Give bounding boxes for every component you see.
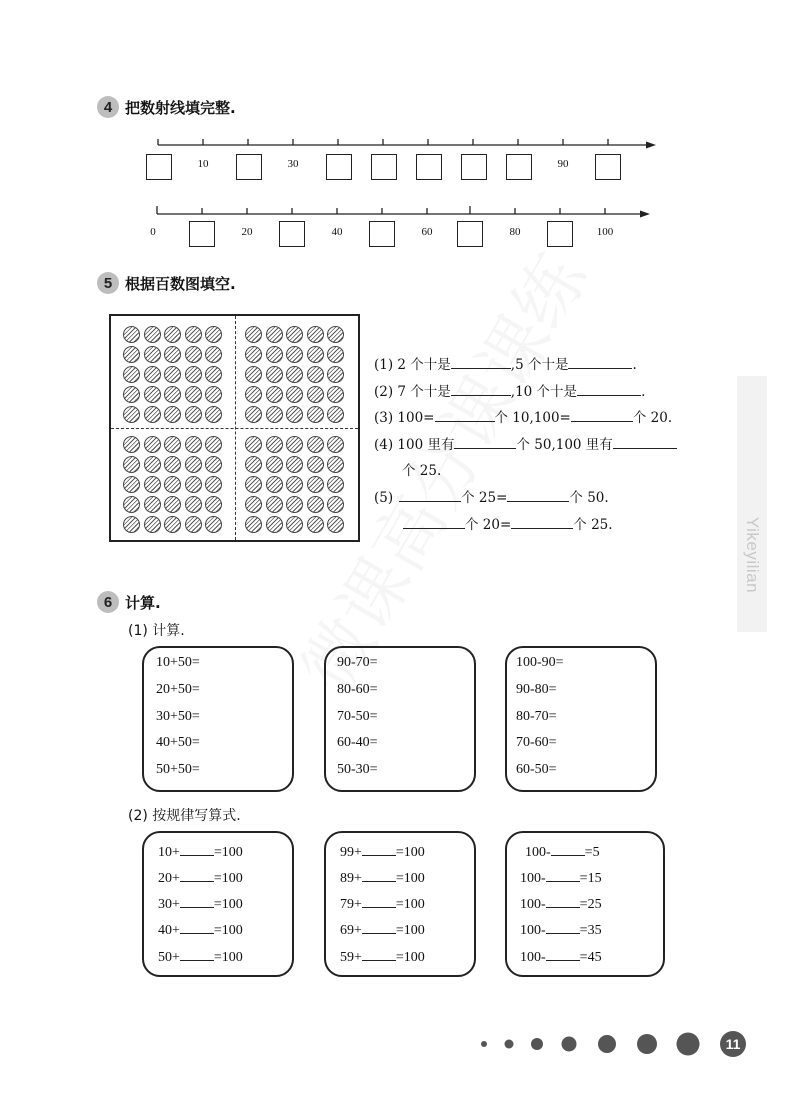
calc-item: 10+50= bbox=[156, 655, 200, 670]
decorative-dot bbox=[598, 1035, 616, 1053]
calc-item: 60-40= bbox=[337, 735, 378, 750]
hundred-chart-circle bbox=[327, 436, 344, 453]
hundred-chart-circle bbox=[327, 476, 344, 493]
hundred-chart-circle bbox=[123, 496, 140, 513]
decorative-dot bbox=[481, 1041, 487, 1047]
pattern-item: 10+ =100 bbox=[158, 842, 243, 861]
pattern-item: 69+ =100 bbox=[340, 920, 425, 939]
hundred-chart-circle bbox=[185, 496, 202, 513]
hundred-chart-circle bbox=[164, 366, 181, 383]
section-4-title: 把数射线填完整. bbox=[125, 98, 236, 117]
hundred-chart-circle bbox=[185, 516, 202, 533]
hundred-chart-circle bbox=[307, 496, 324, 513]
hundred-chart-quadrant bbox=[123, 436, 226, 536]
section-5-header bbox=[97, 272, 236, 294]
hundred-chart-circle bbox=[245, 516, 262, 533]
calc-item: 80-70= bbox=[516, 709, 557, 724]
answer-blank[interactable] bbox=[362, 868, 396, 882]
part-2-label: (2) 按规律写算式. bbox=[128, 808, 241, 824]
hundred-chart-circle bbox=[307, 436, 324, 453]
hundred-chart-circle bbox=[286, 326, 303, 343]
line1-answer-box[interactable] bbox=[236, 154, 262, 180]
answer-blank[interactable] bbox=[451, 355, 511, 369]
hundred-chart-circle bbox=[144, 436, 161, 453]
line2-answer-box[interactable] bbox=[279, 221, 305, 247]
hundred-chart-circle bbox=[123, 456, 140, 473]
line1-answer-box[interactable] bbox=[371, 154, 397, 180]
hundred-chart-circle bbox=[245, 326, 262, 343]
pattern-item: 59+ =100 bbox=[340, 947, 425, 966]
hundred-chart-circle bbox=[245, 366, 262, 383]
question-5-4: (4) 100 里有 个 50,100 里有 bbox=[374, 433, 677, 453]
decorative-dot bbox=[637, 1034, 657, 1054]
hundred-chart-circle bbox=[123, 476, 140, 493]
hundred-chart-circle bbox=[185, 386, 202, 403]
hundred-chart-circle bbox=[164, 436, 181, 453]
answer-blank[interactable] bbox=[180, 894, 214, 908]
hundred-chart-circle bbox=[164, 496, 181, 513]
hundred-chart-circle bbox=[144, 496, 161, 513]
hundred-chart-circle bbox=[164, 516, 181, 533]
question-5-3: (3) 100= 个 10,100= 个 20. bbox=[374, 410, 673, 426]
hundred-chart-circle bbox=[144, 346, 161, 363]
hundred-chart-circle bbox=[205, 436, 222, 453]
hundred-chart-circle bbox=[144, 326, 161, 343]
line2-tick-label-60: 60 bbox=[421, 226, 433, 238]
hundred-chart-circle bbox=[123, 326, 140, 343]
answer-blank[interactable] bbox=[454, 435, 516, 449]
hundred-chart-quadrant bbox=[123, 326, 226, 426]
hundred-chart-circle bbox=[327, 346, 344, 363]
pattern-item: 99+ =100 bbox=[340, 842, 425, 861]
hundred-chart-circle bbox=[307, 326, 324, 343]
answer-blank[interactable] bbox=[435, 408, 495, 422]
hundred-chart-circle bbox=[266, 346, 283, 363]
hundred-chart-quadrant bbox=[245, 436, 348, 536]
answer-blank[interactable] bbox=[399, 488, 461, 502]
hundred-chart-circle bbox=[286, 476, 303, 493]
calc-item: 90-70= bbox=[337, 655, 378, 670]
hundred-chart-circle bbox=[205, 496, 222, 513]
line2-answer-box[interactable] bbox=[369, 221, 395, 247]
hundred-chart-circle bbox=[123, 516, 140, 533]
hundred-chart-divider-horizontal bbox=[111, 428, 358, 429]
hundred-chart-circle bbox=[144, 516, 161, 533]
side-tab bbox=[737, 376, 767, 632]
calc-item: 50+50= bbox=[156, 762, 200, 777]
hundred-chart-circle bbox=[205, 346, 222, 363]
answer-blank[interactable] bbox=[451, 382, 511, 396]
calc-item: 100-90= bbox=[516, 655, 564, 670]
hundred-chart-circle bbox=[327, 406, 344, 423]
hundred-chart-circle bbox=[205, 456, 222, 473]
hundred-chart-circle bbox=[286, 456, 303, 473]
answer-blank[interactable] bbox=[507, 488, 569, 502]
hundred-chart-circle bbox=[307, 346, 324, 363]
hundred-chart-circle bbox=[164, 326, 181, 343]
hundred-chart-circle bbox=[286, 346, 303, 363]
hundred-chart-circle bbox=[205, 516, 222, 533]
hundred-chart-circle bbox=[307, 386, 324, 403]
line2-answer-box[interactable] bbox=[547, 221, 573, 247]
calc-item: 60-50= bbox=[516, 762, 557, 777]
hundred-chart-circle bbox=[123, 346, 140, 363]
hundred-chart-circle bbox=[245, 386, 262, 403]
hundred-chart-circle bbox=[164, 346, 181, 363]
line1-answer-box[interactable] bbox=[595, 154, 621, 180]
question-5-2: (2) 7 个十是 ,10 个十是 . bbox=[374, 384, 646, 400]
answer-blank[interactable] bbox=[546, 894, 580, 908]
line1-tick-label-90: 90 bbox=[557, 158, 569, 170]
hundred-chart-circle bbox=[144, 406, 161, 423]
section-6-header bbox=[97, 591, 161, 613]
hundred-chart-circle bbox=[123, 386, 140, 403]
part-1-label: (1) 计算. bbox=[128, 623, 185, 639]
question-5-5-line2: 个 20= 个 25. bbox=[403, 513, 613, 533]
answer-blank[interactable] bbox=[546, 868, 580, 882]
hundred-chart-circle bbox=[205, 326, 222, 343]
hundred-chart-circle bbox=[286, 436, 303, 453]
hundred-chart-circle bbox=[327, 326, 344, 343]
answer-blank[interactable] bbox=[180, 920, 214, 934]
hundred-chart-circle bbox=[205, 406, 222, 423]
hundred-chart-circle bbox=[286, 496, 303, 513]
hundred-chart-circle bbox=[307, 406, 324, 423]
hundred-chart-circle bbox=[185, 406, 202, 423]
hundred-chart-circle bbox=[266, 436, 283, 453]
hundred-chart-circle bbox=[164, 406, 181, 423]
calc-item: 40+50= bbox=[156, 735, 200, 750]
hundred-chart-circle bbox=[266, 476, 283, 493]
hundred-chart-circle bbox=[185, 326, 202, 343]
answer-blank[interactable] bbox=[551, 842, 585, 856]
section-4-number: 4 bbox=[97, 96, 119, 118]
answer-blank[interactable] bbox=[546, 947, 580, 961]
line1-tick-label-10: 10 bbox=[197, 158, 209, 170]
hundred-chart-circle bbox=[144, 476, 161, 493]
hundred-chart-circle bbox=[144, 386, 161, 403]
answer-blank[interactable] bbox=[362, 947, 396, 961]
question-5-5: (5) 个 25= 个 50. bbox=[374, 490, 609, 506]
line2-tick-label-0: 0 bbox=[150, 226, 156, 238]
calc-item: 80-60= bbox=[337, 682, 378, 697]
hundred-chart-circle bbox=[266, 326, 283, 343]
hundred-chart-circle bbox=[266, 366, 283, 383]
hundred-chart-circle bbox=[307, 456, 324, 473]
hundred-chart-circle bbox=[266, 516, 283, 533]
pattern-item: 100- =5 bbox=[525, 842, 600, 861]
line1-answer-box[interactable] bbox=[461, 154, 487, 180]
calc-item: 30+50= bbox=[156, 709, 200, 724]
line2-answer-box[interactable] bbox=[457, 221, 483, 247]
pattern-item: 100- =15 bbox=[520, 868, 602, 887]
pattern-item: 100- =25 bbox=[520, 894, 602, 913]
section-6-title: 计算. bbox=[125, 593, 161, 612]
hundred-chart-circle bbox=[327, 516, 344, 533]
line2-tick-label-100: 100 bbox=[596, 226, 614, 238]
answer-blank[interactable] bbox=[511, 515, 573, 529]
hundred-chart-circle bbox=[307, 516, 324, 533]
answer-blank[interactable] bbox=[362, 894, 396, 908]
pattern-item: 100- =35 bbox=[520, 920, 602, 939]
hundred-chart-circle bbox=[245, 346, 262, 363]
hundred-chart bbox=[109, 314, 360, 542]
hundred-chart-circle bbox=[205, 386, 222, 403]
calc-item: 50-30= bbox=[337, 762, 378, 777]
hundred-chart-circle bbox=[286, 386, 303, 403]
hundred-chart-circle bbox=[307, 366, 324, 383]
hundred-chart-circle bbox=[123, 366, 140, 383]
decorative-dot bbox=[562, 1037, 577, 1052]
hundred-chart-circle bbox=[164, 386, 181, 403]
decorative-dot bbox=[531, 1038, 543, 1050]
section-6-number: 6 bbox=[97, 591, 119, 613]
pattern-item: 79+ =100 bbox=[340, 894, 425, 913]
hundred-chart-circle bbox=[245, 496, 262, 513]
calc-item: 70-50= bbox=[337, 709, 378, 724]
hundred-chart-circle bbox=[245, 476, 262, 493]
hundred-chart-circle bbox=[205, 476, 222, 493]
question-5-4-cont: 个 25. bbox=[402, 463, 442, 479]
hundred-chart-circle bbox=[245, 406, 262, 423]
pattern-item: 30+ =100 bbox=[158, 894, 243, 913]
hundred-chart-circle bbox=[327, 496, 344, 513]
hundred-chart-circle bbox=[164, 456, 181, 473]
answer-blank[interactable] bbox=[362, 842, 396, 856]
hundred-chart-circle bbox=[164, 476, 181, 493]
line2-tick-label-20: 20 bbox=[241, 226, 253, 238]
hundred-chart-circle bbox=[307, 476, 324, 493]
hundred-chart-circle bbox=[266, 386, 283, 403]
line1-tick-label-30: 30 bbox=[287, 158, 299, 170]
answer-blank[interactable] bbox=[613, 435, 677, 449]
hundred-chart-circle bbox=[185, 476, 202, 493]
hundred-chart-circle bbox=[266, 456, 283, 473]
hundred-chart-circle bbox=[144, 456, 161, 473]
hundred-chart-circle bbox=[266, 406, 283, 423]
section-5-title: 根据百数图填空. bbox=[125, 274, 236, 293]
question-5-1: (1) 2 个十是 ,5 个十是 . bbox=[374, 357, 637, 373]
number-line-2-ticks bbox=[157, 206, 605, 214]
hundred-chart-circle bbox=[144, 366, 161, 383]
line2-tick-label-40: 40 bbox=[331, 226, 343, 238]
hundred-chart-circle bbox=[185, 456, 202, 473]
hundred-chart-circle bbox=[327, 456, 344, 473]
line1-answer-box[interactable] bbox=[506, 154, 532, 180]
hundred-chart-circle bbox=[266, 496, 283, 513]
line1-answer-box[interactable] bbox=[416, 154, 442, 180]
answer-blank[interactable] bbox=[577, 382, 641, 396]
hundred-chart-circle bbox=[185, 436, 202, 453]
hundred-chart-circle bbox=[185, 346, 202, 363]
page-number: 11 bbox=[720, 1031, 746, 1057]
number-line-1-arrow bbox=[646, 142, 656, 149]
hundred-chart-circle bbox=[185, 366, 202, 383]
answer-blank[interactable] bbox=[180, 868, 214, 882]
hundred-chart-circle bbox=[123, 436, 140, 453]
line1-answer-box[interactable] bbox=[326, 154, 352, 180]
line2-tick-label-80: 80 bbox=[509, 226, 521, 238]
pattern-item: 89+ =100 bbox=[340, 868, 425, 887]
line2-answer-box[interactable] bbox=[189, 221, 215, 247]
hundred-chart-circle bbox=[327, 366, 344, 383]
hundred-chart-circle bbox=[245, 456, 262, 473]
pattern-item: 20+ =100 bbox=[158, 868, 243, 887]
calc-item: 20+50= bbox=[156, 682, 200, 697]
hundred-chart-circle bbox=[286, 366, 303, 383]
hundred-chart-circle bbox=[245, 436, 262, 453]
hundred-chart-circle bbox=[286, 406, 303, 423]
number-line-2-arrow bbox=[640, 211, 650, 218]
answer-blank[interactable] bbox=[362, 920, 396, 934]
decorative-dot bbox=[505, 1040, 514, 1049]
number-line-1-ticks bbox=[158, 139, 608, 145]
answer-blank[interactable] bbox=[180, 842, 214, 856]
hundred-chart-circle bbox=[286, 516, 303, 533]
answer-blank[interactable] bbox=[571, 408, 633, 422]
pattern-item: 40+ =100 bbox=[158, 920, 243, 939]
calc-item: 70-60= bbox=[516, 735, 557, 750]
side-tab-text: Yikeyilian bbox=[743, 516, 762, 594]
decorative-dot bbox=[677, 1033, 700, 1056]
hundred-chart-quadrant bbox=[245, 326, 348, 426]
section-5-number: 5 bbox=[97, 272, 119, 294]
number-lines bbox=[0, 0, 800, 260]
pattern-item: 50+ =100 bbox=[158, 947, 243, 966]
pattern-item: 100- =45 bbox=[520, 947, 602, 966]
answer-blank[interactable] bbox=[568, 355, 632, 369]
hundred-chart-circle bbox=[123, 406, 140, 423]
calc-item: 90-80= bbox=[516, 682, 557, 697]
line1-answer-box[interactable] bbox=[146, 154, 172, 180]
answer-blank[interactable] bbox=[180, 947, 214, 961]
answer-blank[interactable] bbox=[546, 920, 580, 934]
hundred-chart-circle bbox=[327, 386, 344, 403]
answer-blank[interactable] bbox=[403, 515, 465, 529]
hundred-chart-circle bbox=[205, 366, 222, 383]
